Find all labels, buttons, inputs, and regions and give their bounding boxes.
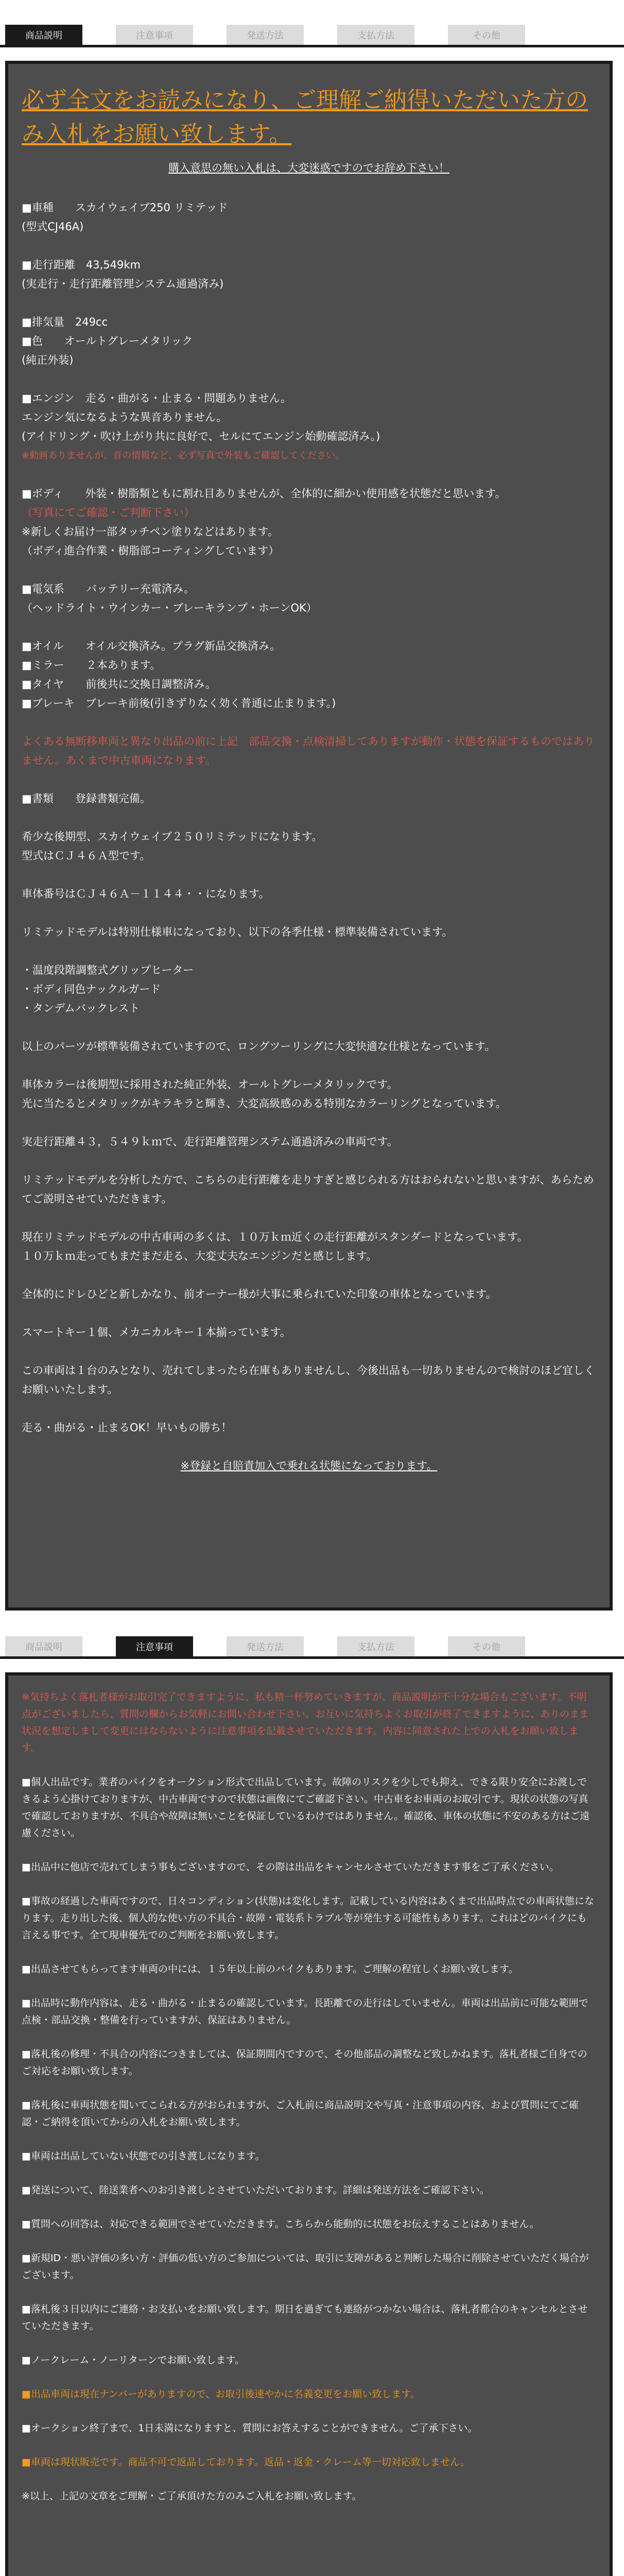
spec-disclaimer: よくある無断移車両と異なり出品の前に上記 部品交換・点検清掃してありますが動作・状態を保証するものではありません。あくまで中古車両になります。 [22, 735, 595, 767]
desc-14: ※登録と自賠責加入で乗れる状態になっております。 [180, 1460, 438, 1472]
tab-bar [0, 1632, 624, 1659]
notes-item: ■個人出品です。業者のバイクをオークション形式で出品しています。故障のリスクを少しでも抑え、できる限り安全にお渡しできるよう心掛けておりますが、中古車両ですので状態は画像にてご確認下さい。中古車をお車両のお取引です。現状の状態の写真で確認しておりますが、不具合や故障は無いことを保証しているわけではありません。確認後、車体の状態に不安のある方はご遠慮ください。 [22, 1776, 590, 1839]
desc-3: リミテッドモデルは特別仕様車になっており、以下の各季仕様・標準装備されています。 [22, 926, 453, 938]
notes-item-highlight: ■車両は現状販売です。商品不可で返品しております。返品・返金・クレーム等一切対応致しません。 [22, 2456, 471, 2468]
notes-item: ■事故の経過した車両ですので、日々コンディション(状態)は変化します。記載している内容はあくまで出品時点での車両状態になります。走り出した後、個人的な使い方の不具合・故障・電装系トラブル等が発生する可能性もあります。これはどのバイクにも言える事です。全て現車優先でのご判断をお願い致します。 [22, 1895, 594, 1941]
desc-8: リミテッドモデルを分析した方で、こちらの走行距離を走りすぎと感じられる方はおられないと思いますが、あらためてご説明させていただきます。 [22, 1174, 594, 1205]
notes-item: ■オークション終了まで、1日未満になりますと、質問にお答えすることができません。ご了承下さい。 [22, 2422, 478, 2434]
headline-sub: 購入意思の無い入札は、大変迷惑ですのでお辞め下さい！ [168, 162, 449, 174]
desc-9: 現在リミテッドモデルの中古車両の多くは、１０万ｋｍ近くの走行距離がスタンダードとなっています。 １０万ｋｍ走ってもまだまだ走る、大変丈夫なエンジンだと感じします。 [22, 1231, 528, 1262]
spec-engine: ■エンジン 走る・曲がる・止まる・問題ありません。 エンジン気になるような異音ありません。 (アイドリング・吹け上がり共に良好で、セルにてエンジン始動確認済み。) [22, 392, 380, 443]
spec-body-detail: ※新しくお届け一部タッチペン塗りなどはあります。 （ボディ進合作業・樹脂部コーティングしています） [22, 526, 280, 557]
tab-underline [0, 45, 624, 47]
tab-payment[interactable]: 支払方法 [337, 1636, 414, 1659]
notes-item: ■ノークレーム・ノーリターンでお願い致します。 [22, 2354, 245, 2366]
spec-parts: ■オイル オイル交換済み。プラグ新品交換済み。 ■ミラー ２本あります。 ■タイヤ 前後共に交換日調整済み。 ■ブレーキ ブレーキ前後(引きずりなく効く普通に止まります。) [22, 640, 336, 709]
tab-notes[interactable]: 注意事項 [116, 25, 193, 47]
tab-bar [0, 21, 624, 47]
desc-12: この車両は１台のみとなり、売れてしまったら在庫もありませんし、今後出品も一切ありませんので検討のほど宜しくお願いいたします。 [22, 1364, 595, 1396]
notes-warning: ※気持ちよく落札者様がお取引完了できますように、私も精一杯努めていきますが、商品説明が不十分な場合もございます。不明点がございましたら、質問の欄からお気軽にお問い合わせ下さい。お互いに気持ちよくお取引が終了できますように、ありのまま状況を想定しまして変更にはならないように注意事項を記載させていただきます。内容に同意された上での入札をお願い致します。 [22, 1691, 590, 1754]
spec-body-note: （写真にてご確認・ご判断下さい） [22, 506, 195, 519]
notes-item: ■車両は出品していない状態での引き渡しになります。 [22, 2150, 265, 2162]
notes-item: ■出品させてもらってます車両の中には、１５年以上前のバイクもあります。ご理解の程宜しくお願い致します。 [22, 1963, 518, 1975]
spec-electrical: ■電気系 バッテリー充電済み。 （ヘッドライト・ウインカー・ブレーキランプ・ホーンOK） [22, 583, 317, 614]
notes-item: ■出品中に他店で売れてしまう事もございますので、その際は出品をキャンセルさせていただきます事をご了承ください。 [22, 1861, 559, 1873]
tab-other[interactable]: その他 [448, 1636, 525, 1659]
notes-closing: ※以上、上記の文章をご理解・ご了承頂けた方のみご入札をお願い致します。 [22, 2490, 362, 2502]
tab-payment[interactable]: 支払方法 [337, 25, 414, 47]
spec-engine-note: ※動画ありませんが、音の情報など、必ず写真で外装もご確認してください。 [22, 450, 345, 461]
desc-13: 走る・曲がる・止まるOK！早いもの勝ち！ [22, 1421, 232, 1434]
tab-description[interactable]: 商品説明 [5, 1636, 82, 1659]
tab-description[interactable]: 商品説明 [5, 25, 82, 47]
desc-10: 全体的にドレひどと新しかなり、前オーナー様が大事に乗られていた印象の車体となっています。 [22, 1288, 497, 1300]
headline: 必ず全文をお読みになり、ご理解ご納得いただいた方のみ入札をお願い致します。 [22, 87, 588, 147]
notes-item: ■出品時に動作内容は、走る・曲がる・止まるの確認しています。長距離での走行はしていません。車両は出品前に可能な範囲で点検・部品交換・整備を行っていますが、保証はありません。 [22, 1997, 588, 2026]
notes-item: ■質問への回答は、対応できる範囲でさせていただきます。こちらから能動的に状態をお伝えすることはありません。 [22, 2218, 540, 2230]
desc-7: 実走行距離４３，５４９ｋｍで、走行距離管理システム通過済みの車両です。 [22, 1136, 398, 1148]
spec-displacement: ■排気量 249cc ■色 オールトグレーメタリック (純正外装) [22, 316, 193, 366]
notes-item-highlight: ■出品車両は現在ナンバーがありますので、お取引後速やかに名義変更をお願い致します。 [22, 2388, 420, 2400]
notes-item: ■落札後に車両状態を聞いてこられる方がおられますが、ご入札前に商品説明文や写真・注意事項の内容、および質問にてご確認・ご納得を頂いてからの入札をお願い致します。 [22, 2099, 579, 2128]
notes-item: ■新規ID・悪い評価の多い方・評価の低い方のご参加については、取引に支障があると判断した場合に削除させていただく場合がございます。 [22, 2252, 589, 2281]
spec-model: ■車種 スカイウェイブ250 リミテッド (型式CJ46A) [22, 201, 228, 233]
notes-item: ■落札後３日以内にご連絡・お支払いをお願い致します。期日を過ぎても連絡がつかない場合は、落札者都合のキャンセルとさせていただきます。 [22, 2303, 588, 2332]
desc-4: ・温度段階調整式グリップヒーター ・ボディ同色ナックルガード ・タンデムバックレスト [22, 964, 194, 1014]
description-panel [5, 61, 613, 1611]
tab-other[interactable]: その他 [448, 25, 525, 47]
notes-panel [5, 1672, 613, 2576]
tab-shipping[interactable]: 発送方法 [227, 1636, 304, 1659]
notes-item: ■落札後の修理・不具合の内容につきましては、保証期間内ですので、その他部品の調整など致しかねます。落札者様ご自身でのご対応をお願い致します。 [22, 2048, 587, 2077]
tab-shipping[interactable]: 発送方法 [227, 25, 304, 47]
desc-6: 車体カラーは後期型に採用された純正外装、オールトグレーメタリックです。 光に当たるとメタリックがキラキラと輝き、大変高級感のある特別なカラーリングとなっています。 [22, 1078, 507, 1110]
desc-5: 以上のパーツが標準装備されていますので、ロングツーリングに大変快適な仕様となっています。 [22, 1040, 496, 1053]
spec-mileage: ■走行距離 43,549km (実走行・走行距離管理システム通過済み) [22, 259, 224, 290]
tab-notes[interactable]: 注意事項 [116, 1636, 193, 1659]
notes-item: ■発送について、陸送業者へのお引き渡しとさせていただいております。詳細は発送方法をご確認下さい。 [22, 2184, 490, 2196]
spec-body: ■ボディ 外装・樹脂類ともに割れ目ありませんが、全体的に細かい使用感を状態だと思います。 [22, 487, 506, 500]
tab-underline [0, 1656, 624, 1659]
desc-1: 希少な後期型、スカイウェイブ２５０リミテッドになります。 型式はＣＪ４６Ａ型です。 [22, 831, 323, 862]
desc-11: スマートキー１個、メカニカルキー１本揃っています。 [22, 1326, 291, 1338]
desc-2: 車体番号はＣＪ４６Ａ－１１４４・・になります。 [22, 888, 270, 900]
spec-documents: ■書類 登録書類完備。 [22, 792, 151, 805]
